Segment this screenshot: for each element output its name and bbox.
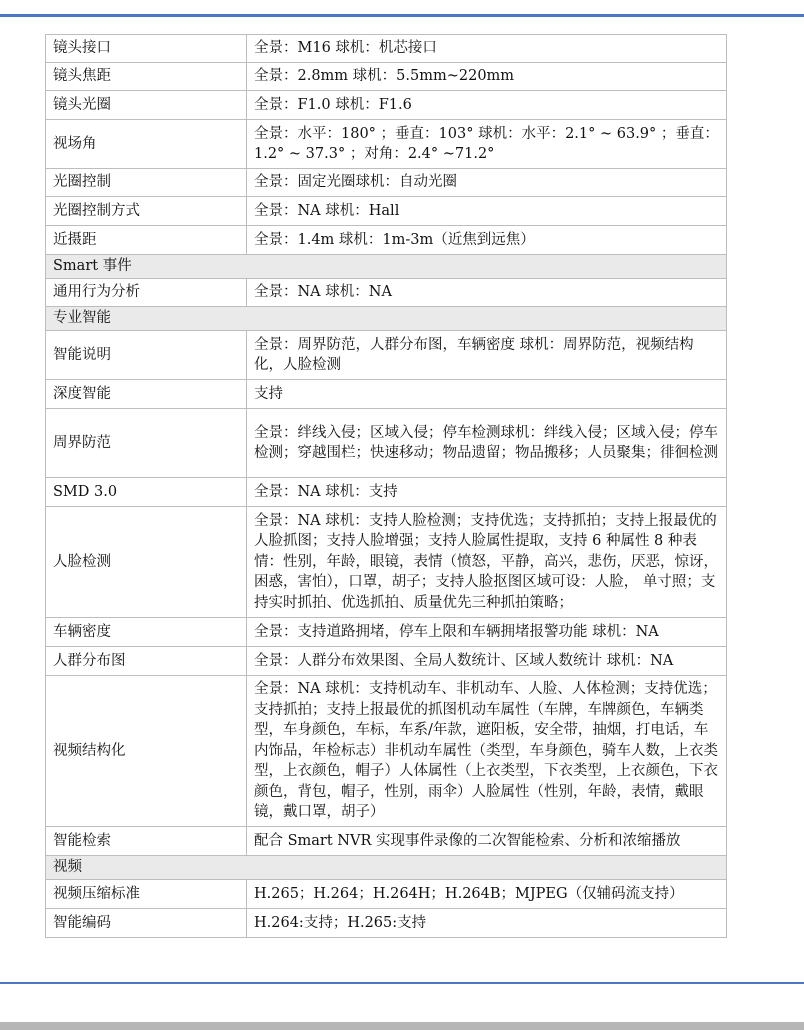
row-value: 全景：水平：180° ；垂直：103° 球机：水平：2.1° ~ 63.9° ；垂直：1.2° ~ 37.3° ；对角：2.4° ~71.2° [247, 120, 727, 169]
table-row [46, 909, 727, 938]
table-row [46, 63, 727, 91]
row-label: SMD 3.0 [46, 478, 247, 507]
row-value: H.264:支持；H.265:支持 [247, 909, 727, 938]
row-value: 全景：2.8mm 球机：5.5mm~220mm [247, 63, 727, 91]
table-row [46, 35, 727, 63]
row-label: 人群分布图 [46, 647, 247, 676]
row-label: 通用行为分析 [46, 279, 247, 307]
row-label: 镜头接口 [46, 35, 247, 63]
section-heading: Smart 事件 [46, 255, 727, 279]
section-row [46, 856, 727, 880]
row-value: 全景：1.4m 球机：1m-3m（近焦到远焦） [247, 226, 727, 255]
table-row [46, 507, 727, 618]
table-row [46, 827, 727, 856]
row-value: 全景：NA 球机：NA [247, 279, 727, 307]
header-rule [0, 14, 804, 17]
row-label: 车辆密度 [46, 618, 247, 647]
row-value: 全景：NA 球机：Hall [247, 197, 727, 226]
row-label: 智能说明 [46, 331, 247, 380]
row-label: 智能检索 [46, 827, 247, 856]
row-label: 近摄距 [46, 226, 247, 255]
row-value: 全景：F1.0 球机：F1.6 [247, 91, 727, 120]
table-row [46, 331, 727, 380]
page-edge [0, 1022, 804, 1030]
table-row [46, 647, 727, 676]
table-row [46, 226, 727, 255]
section-heading: 专业智能 [46, 307, 727, 331]
spec-table [45, 34, 727, 938]
row-label: 视频结构化 [46, 676, 247, 827]
table-row [46, 618, 727, 647]
table-row [46, 676, 727, 827]
row-label: 视场角 [46, 120, 247, 169]
table-row [46, 91, 727, 120]
section-row [46, 255, 727, 279]
row-label: 视频压缩标准 [46, 880, 247, 909]
row-label: 周界防范 [46, 409, 247, 478]
row-label: 人脸检测 [46, 507, 247, 618]
footer-rule [0, 982, 804, 984]
row-label: 智能编码 [46, 909, 247, 938]
table-row [46, 169, 727, 197]
row-value: 全景：NA 球机：支持人脸检测；支持优选；支持抓拍；支持上报最优的人脸抓图；支持人脸增强；支持人脸属性提取，支持 6 种属性 8 种表情：性别，年龄，眼镜，表情（愤怒，平静，高兴，悲伤，厌恶，惊讶，困惑，害怕），口罩，胡子；支持人脸抠图区域可设：人脸， 单寸照；支持实时抓拍、优选抓拍、质量优先三种抓拍策略； [247, 507, 727, 618]
table-row [46, 380, 727, 409]
table-row [46, 478, 727, 507]
row-value: 支持 [247, 380, 727, 409]
row-label: 镜头光圈 [46, 91, 247, 120]
section-heading: 视频 [46, 856, 727, 880]
row-value: 全景：NA 球机：支持机动车、非机动车、人脸、人体检测；支持优选；支持抓拍；支持上报最优的抓图机动车属性（车牌，车牌颜色，车辆类型，车身颜色，车标，车系/年款，遮阳板，安全带，抽烟，打电话，车内饰品，年检标志）非机动车属性（类型，车身颜色，骑车人数，上衣类型，上衣颜色，帽子）人体属性（上衣类型，下衣类型，上衣颜色，下衣颜色，背包，帽子，性别，雨伞）人脸属性（性别，年龄，表情，戴眼镜，戴口罩，胡子） [247, 676, 727, 827]
table-row [46, 880, 727, 909]
table-row [46, 409, 727, 478]
row-label: 深度智能 [46, 380, 247, 409]
row-value: 全景：固定光圈球机：自动光圈 [247, 169, 727, 197]
section-row [46, 307, 727, 331]
row-label: 光圈控制方式 [46, 197, 247, 226]
row-value: 全景：周界防范，人群分布图，车辆密度 球机：周界防范，视频结构化，人脸检测 [247, 331, 727, 380]
row-value: 全景：人群分布效果图、全局人数统计、区域人数统计 球机：NA [247, 647, 727, 676]
row-label: 镜头焦距 [46, 63, 247, 91]
row-value: 全景：NA 球机：支持 [247, 478, 727, 507]
row-value: 全景：支持道路拥堵，停车上限和车辆拥堵报警功能 球机：NA [247, 618, 727, 647]
row-value: 全景：M16 球机：机芯接口 [247, 35, 727, 63]
table-row [46, 120, 727, 169]
row-value: 全景：绊线入侵；区域入侵；停车检测球机：绊线入侵；区域入侵；停车检测；穿越围栏；快速移动；物品遗留；物品搬移；人员聚集；徘徊检测 [247, 409, 727, 478]
row-label: 光圈控制 [46, 169, 247, 197]
row-value: 配合 Smart NVR 实现事件录像的二次智能检索、分析和浓缩播放 [247, 827, 727, 856]
table-row [46, 197, 727, 226]
table-row [46, 279, 727, 307]
row-value: H.265；H.264；H.264H；H.264B；MJPEG（仅辅码流支持） [247, 880, 727, 909]
